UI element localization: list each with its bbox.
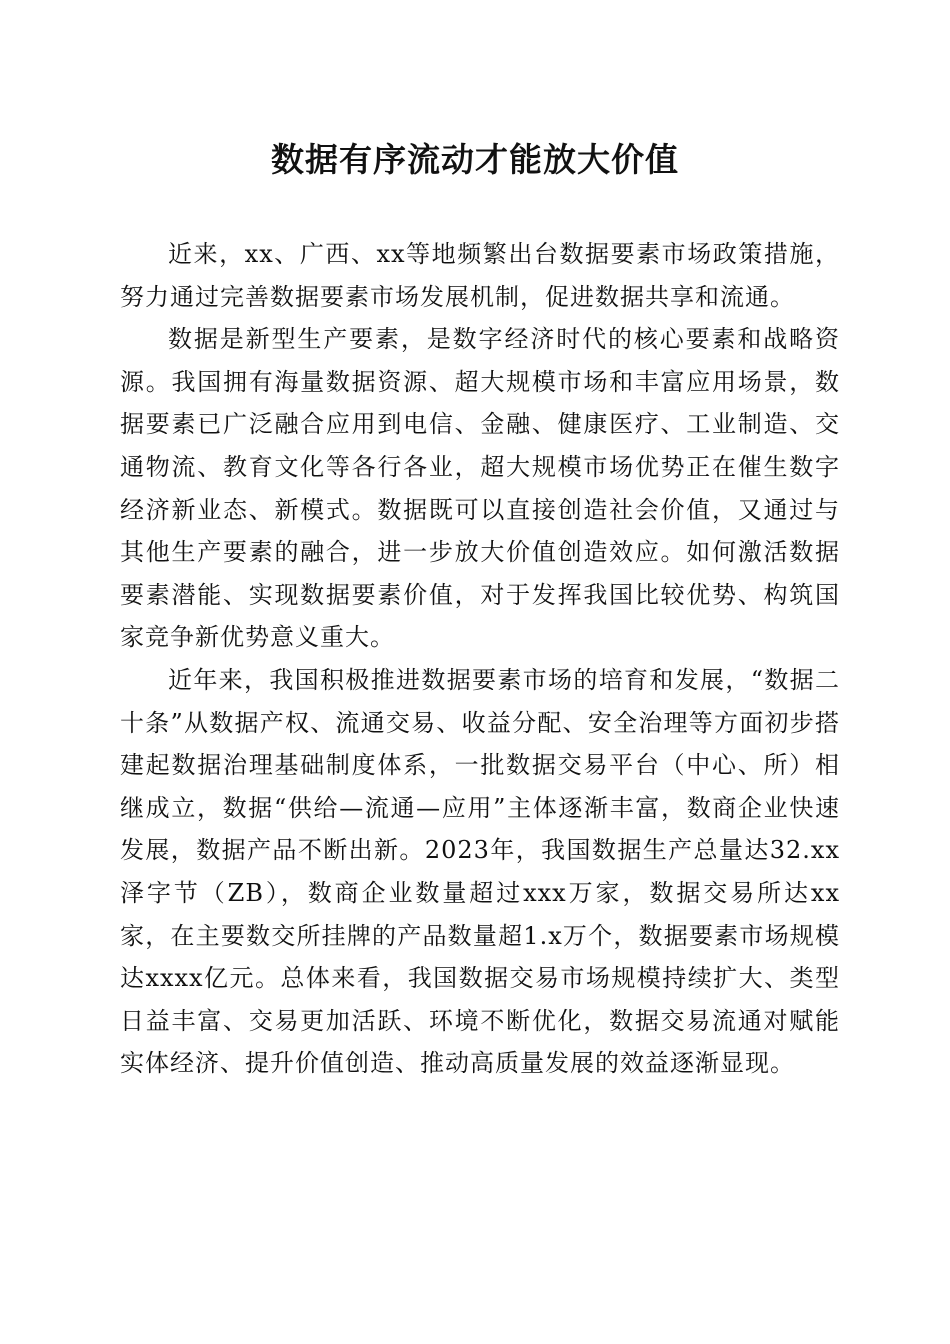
paragraph-1: 近来，xx、广西、xx等地频繁出台数据要素市场政策措施，努力通过完善数据要素市场发展机制，促进数据共享和流通。 bbox=[120, 240, 840, 311]
document-body bbox=[120, 233, 840, 1085]
paragraph-3: 近年来，我国积极推进数据要素市场的培育和发展，“数据二十条”从数据产权、流通交易、收益分配、安全治理等方面初步搭建起数据治理基础制度体系，一批数据交易平台（中心、所）相继成立，数据“供给—流通—应用”主体逐渐丰富，数商企业快速发展，数据产品不断出新。2023年，我国数据生产总量达32.xx泽字节（ZB），数商企业数量超过xxx万家，数据交易所达xx家，在主要数交所挂牌的产品数量超1.x万个，数据要素市场规模达xxxx亿元。总体来看，我国数据交易市场规模持续扩大、类型日益丰富、交易更加活跃、环境不断优化，数据交易流通对赋能实体经济、提升价值创造、推动高质量发展的效益逐渐显现。 bbox=[120, 665, 840, 1078]
paragraph-2: 数据是新型生产要素，是数字经济时代的核心要素和战略资源。我国拥有海量数据资源、超大规模市场和丰富应用场景，数据要素已广泛融合应用到电信、金融、健康医疗、工业制造、交通物流、教育文化等各行各业，超大规模市场优势正在催生数字经济新业态、新模式。数据既可以直接创造社会价值，又通过与其他生产要素的融合，进一步放大价值创造效应。如何激活数据要素潜能、实现数据要素价值，对于发挥我国比较优势、构筑国家竞争新优势意义重大。 bbox=[120, 325, 840, 652]
document-title: 数据有序流动才能放大价值 bbox=[271, 140, 679, 179]
